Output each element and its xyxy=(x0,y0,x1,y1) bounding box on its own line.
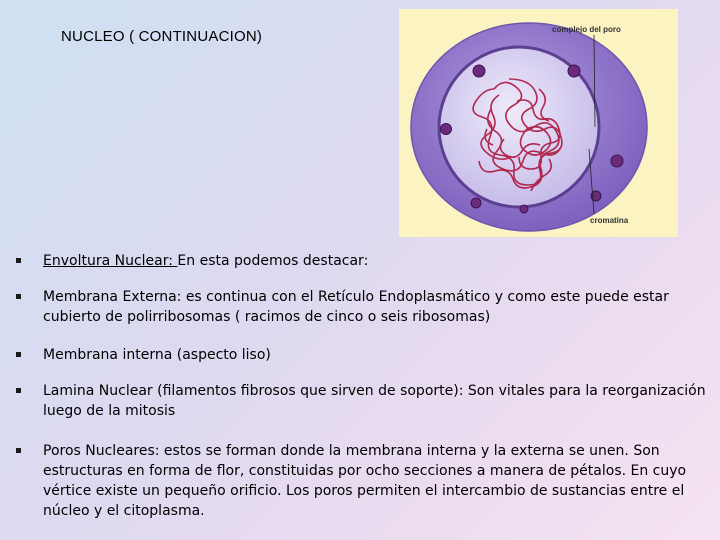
bullet-text: Membrana Externa: es continua con el Retículo Endoplasmático y como este puede estar cubierto de polirribosomas ( racimos de cinco o seis ribosomas) xyxy=(43,289,669,325)
bullet-item xyxy=(43,345,713,365)
bullet-item xyxy=(43,287,713,327)
bullet-item xyxy=(43,251,713,271)
bullet-icon xyxy=(16,388,21,393)
label-pore-complex: complejo del poro xyxy=(552,25,621,34)
ribosome xyxy=(471,198,481,208)
bullet-text: Poros Nucleares: estos se forman donde la membrana interna y la externa se unen. Son estructuras en forma de flor, constituidas por ocho secciones a manera de pétalos. En cuyo vértice existe un pequeño orificio. Los poros permiten el intercambio de sustancias entre el núcleo y el citoplasma. xyxy=(43,443,687,519)
bullet-icon xyxy=(16,352,21,357)
label-chromatin: cromatina xyxy=(590,216,629,225)
bullet-heading: Envoltura Nuclear: xyxy=(43,253,178,269)
nucleus-illustration xyxy=(399,9,678,237)
nucleus-diagram xyxy=(399,9,678,237)
slide-title: NUCLEO ( CONTINUACION) xyxy=(61,28,263,45)
ribosome xyxy=(568,65,580,77)
bullet-icon xyxy=(16,258,21,263)
bullet-text: Membrana interna (aspecto liso) xyxy=(43,347,271,363)
bullet-item xyxy=(43,441,713,521)
bullet-item xyxy=(43,381,713,421)
ribosome xyxy=(520,205,528,213)
bullet-icon xyxy=(16,448,21,453)
ribosome xyxy=(611,155,623,167)
bullet-text: Lamina Nuclear (filamentos fibrosos que sirven de soporte): Son vitales para la reorganización luego de la mitosis xyxy=(43,383,706,419)
ribosome xyxy=(441,124,452,135)
bullet-icon xyxy=(16,294,21,299)
bullet-text: En esta podemos destacar: xyxy=(177,253,369,269)
ribosome xyxy=(473,65,485,77)
